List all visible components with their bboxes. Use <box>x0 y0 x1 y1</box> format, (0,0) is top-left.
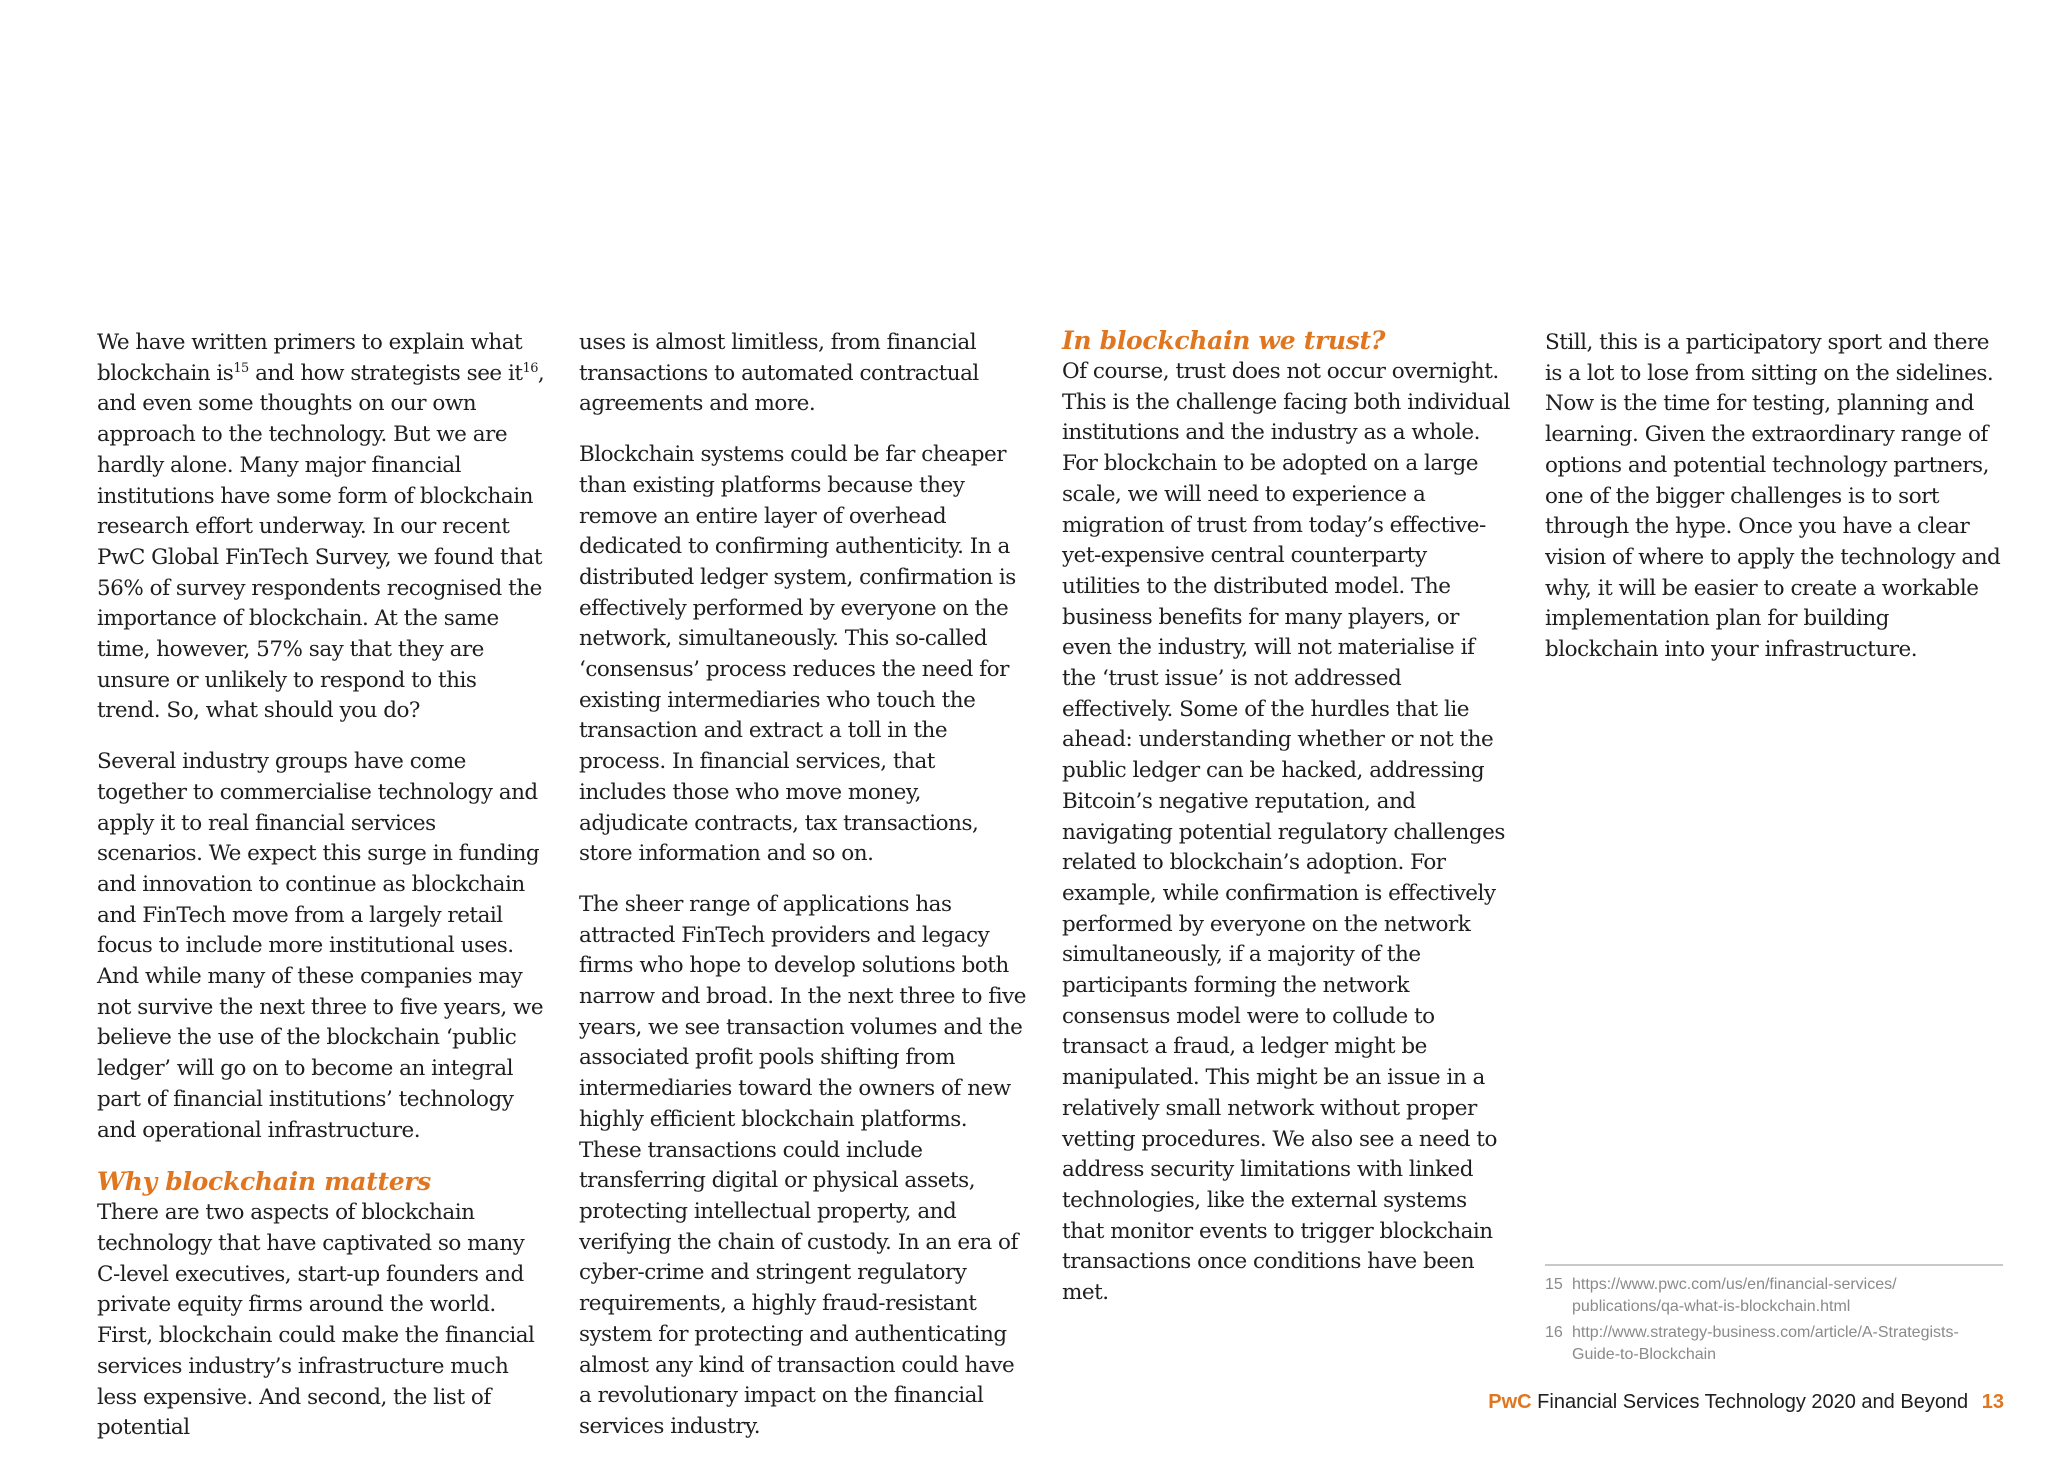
footnote-ref-16[interactable]: 16 <box>522 360 538 376</box>
paragraph: Several industry groups have come together to commercialise technology and apply it to real financial services scenarios. We expect this surge in funding and innovation to continue as blockchain and FinTech move from a largely retail focus to include more institutional uses. And while many of these companies may not survive the next three to five years, we believe the use of the blockchain ‘public ledger’ will go on to become an integral part of financial institutions’ technology and operational infrastructure. <box>97 749 544 1143</box>
footnote-link[interactable]: http://www.strategy-business.com/article/A-Strategists-Guide-to-Blockchain <box>1572 1324 1959 1363</box>
text-run: and how strategists see it <box>248 360 523 386</box>
page-footer <box>1488 1391 2004 1414</box>
footnotes <box>1545 1274 2005 1370</box>
paragraph: uses is almost limitless, from financial transactions to automated contractual agreements and more. <box>579 330 979 417</box>
paragraph: There are two aspects of blockchain technology that have captivated so many C-level executives, start-up founders and private equity firms around the world. First, blockchain could make the financial services industry’s infrastructure much less expensive. And second, the list of potential <box>97 1200 535 1441</box>
paragraph: Of course, trust does not occur overnight. This is the challenge facing both individual institutions and the industry as a whole. For blockchain to be adopted on a large scale, we will need to experience a migration of trust from today’s effective-yet-expensive central counterparty utilities to the distributed model. The business benefits for many players, or even the industry, will not materialise if the ‘trust issue’ is not addressed effectively. Some of the hurdles that lie ahead: understanding whether or not the public ledger can be hacked, addressing Bitcoin’s negative reputation, and navigating potential regulatory challenges related to blockchain’s adoption. For example, while confirmation is effectively performed by everyone on the network simultaneously, if a majority of the participants forming the network consensus model were to collude to transact a fraud, a ledger might be manipulated. This might be an issue in a relatively small network without proper vetting procedures. We also see a need to address security limitations with linked technologies, like the external systems that monitor events to trigger blockchain transactions once conditions have been met. <box>1062 359 1510 1306</box>
paragraph: Blockchain systems could be far cheaper than existing platforms because they remove an entire layer of overhead dedicated to confirming authenticity. In a distributed ledger system, confirmation is effectively performed by everyone on the network, simultaneously. This so-called ‘consensus’ process reduces the need for existing intermediaries who touch the transaction and extract a toll in the process. In financial services, that includes those who move money, adjudicate contracts, tax transactions, store information and so on. <box>579 442 1016 867</box>
brand-name: PwC <box>1488 1391 1532 1413</box>
footnote <box>1545 1274 2005 1318</box>
paragraph: The sheer range of applications has attracted FinTech providers and legacy firms who hope to develop solutions both narrow and broad. In the next three to five years, we see transaction volumes and the associated profit pools shifting from intermediaries toward the owners of new highly efficient blockchain platforms. These transactions could include transferring digital or physical assets, protecting intellectual property, and verifying the chain of custody. In an era of cyber-crime and stringent regulatory requirements, a highly fraud-resistant system for protecting and authenticating almost any kind of transaction could have a revolutionary impact on the financial services industry. <box>579 891 1026 1439</box>
section-heading: In blockchain we trust? <box>1062 326 1386 355</box>
footnote-divider <box>1545 1264 2003 1266</box>
page-number: 13 <box>1981 1391 2004 1413</box>
footnote <box>1545 1322 2005 1366</box>
section-heading: Why blockchain matters <box>97 1167 431 1197</box>
footnote-number: 16 <box>1545 1324 1563 1341</box>
column-1 <box>97 328 545 1464</box>
column-2 <box>579 328 1027 1463</box>
text-run: , and even some thoughts on our own approach to the technology. But we are hardly alone. Many major financial institutions have some form of blockchain research effort underway. In our recent PwC Global FinTech Survey, we found that 56% of survey respondents recognised the importance of blockchain. At the same time, however, 57% say that they are unsure or unlikely to respond to this trend. So, what should you do? <box>97 360 545 724</box>
paragraph: Still, this is a participatory sport and there is a lot to lose from sitting on the sidelines. Now is the time for testing, planning and learning. Given the extraordinary range of options and potential technology partners, one of the bigger challenges is to sort through the hype. Once you have a clear vision of where to apply the technology and why, it will be easier to create a workable implementation plan for building blockchain into your infrastructure. <box>1545 330 2001 663</box>
column-3 <box>1062 328 1510 1329</box>
paragraph <box>97 328 545 727</box>
text-run: We have written primers to explain what blockchain is <box>97 330 523 386</box>
footnote-ref-15[interactable]: 15 <box>233 360 249 376</box>
publication-title: Financial Services Technology 2020 and Beyond <box>1537 1391 1969 1413</box>
footnote-link[interactable]: https://www.pwc.com/us/en/financial-services/ publications/qa-what-is-blockchain.html <box>1572 1276 1897 1315</box>
footnote-number: 15 <box>1545 1276 1563 1293</box>
column-4 <box>1545 328 2007 686</box>
